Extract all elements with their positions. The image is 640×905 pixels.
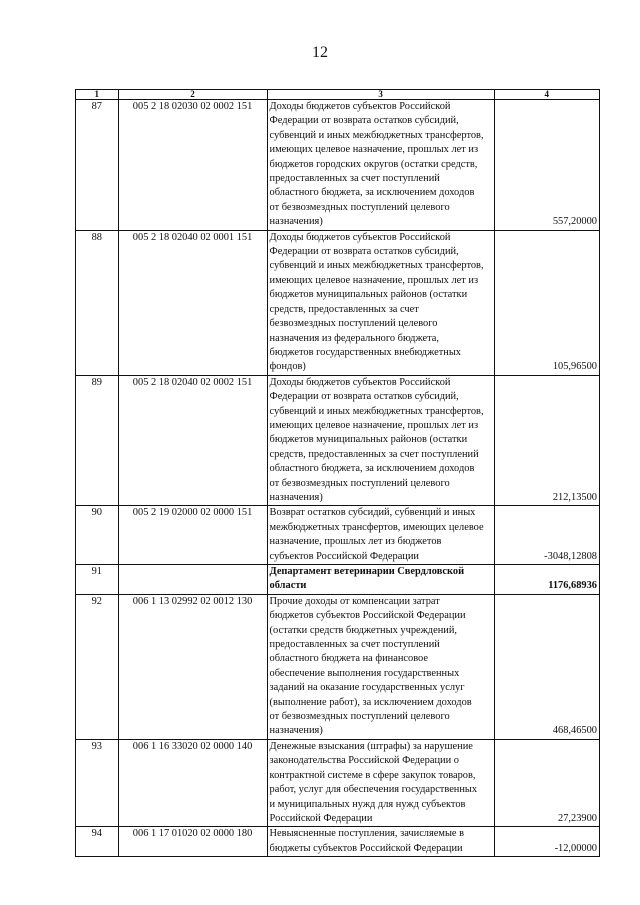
income-description: Возврат остатков субсидий, субвенций и иных межбюджетных трансфертов, имеющих целевое назначение, прошлых лет из бюджетов субъектов Российской Федерации [267,506,494,565]
amount: -3048,12808 [494,506,599,565]
table-row [76,827,600,857]
amount: -12,00000 [494,827,599,857]
budget-code: 005 2 19 02000 02 0000 151 [118,506,267,565]
table-body [76,100,600,857]
row-number: 91 [76,565,119,595]
amount: 212,13500 [494,375,599,506]
row-number: 93 [76,739,119,826]
row-number: 88 [76,230,119,375]
row-number: 92 [76,594,119,739]
amount: 468,46500 [494,594,599,739]
column-header: 1 [76,90,119,100]
income-description: Доходы бюджетов субъектов Российской Федерации от возврата остатков субсидий, субвенций и иных межбюджетных трансфертов, имеющих целевое назначение, прошлых лет из бюджетов муниципальных районов (остатки средств, предоставленных за счет безвозмездных поступлений целевого назначения из федерального бюджета, бюджетов государственных внебюджетных фондов) [267,230,494,375]
budget-code: 005 2 18 02030 02 0002 151 [118,100,267,231]
budget-code [118,565,267,595]
department-heading: Департамент ветеринарии Свердловской области [267,565,494,595]
income-description: Денежные взыскания (штрафы) за нарушение законодательства Российской Федерации о контрактной системе в сфере закупок товаров, работ, услуг для обеспечения государственных и муниципальных нужд для нужд субъектов Российской Федерации [267,739,494,826]
amount: 105,96500 [494,230,599,375]
table-row [76,506,600,565]
budget-code: 006 1 16 33020 02 0000 140 [118,739,267,826]
amount: 27,23900 [494,739,599,826]
income-description: Доходы бюджетов субъектов Российской Федерации от возврата остатков субсидий, субвенций и иных межбюджетных трансфертов, имеющих целевое назначение, прошлых лет из бюджетов городских округов (остатки средств, предоставленных за счет поступлений областного бюджета, за исключением доходов от безвозмездных поступлений целевого назначения) [267,100,494,231]
table-row [76,100,600,231]
row-number: 87 [76,100,119,231]
table-row [76,375,600,506]
budget-code: 006 1 17 01020 02 0000 180 [118,827,267,857]
budget-code: 005 2 18 02040 02 0002 151 [118,375,267,506]
budget-code: 006 1 13 02992 02 0012 130 [118,594,267,739]
row-number: 90 [76,506,119,565]
amount: 557,20000 [494,100,599,231]
table-row [76,565,600,595]
column-header: 2 [118,90,267,100]
income-description: Доходы бюджетов субъектов Российской Федерации от возврата остатков субсидий, субвенций и иных межбюджетных трансфертов, имеющих целевое назначение, прошлых лет из бюджетов муниципальных районов (остатки средств, предоставленных за счет поступлений областного бюджета, за исключением доходов от безвозмездных поступлений целевого назначения) [267,375,494,506]
table-row [76,594,600,739]
column-header: 3 [267,90,494,100]
page-number: 12 [312,44,328,61]
budget-table [75,89,600,857]
income-description: Прочие доходы от компенсации затрат бюджетов субъектов Российской Федерации (остатки средств бюджетных учреждений, предоставленных за счет поступлений областного бюджета на финансовое обеспечение выполнения государственных заданий на оказание государственных услуг (выполнение работ), за исключением доходов от безвозмездных поступлений целевого назначения) [267,594,494,739]
income-description: Невыясненные поступления, зачисляемые в бюджеты субъектов Российской Федерации [267,827,494,857]
budget-code: 005 2 18 02040 02 0001 151 [118,230,267,375]
row-number: 94 [76,827,119,857]
row-number: 89 [76,375,119,506]
table-row [76,739,600,826]
column-header: 4 [494,90,599,100]
department-total: 1176,68936 [494,565,599,595]
table-row [76,230,600,375]
table-header-row [76,90,600,100]
